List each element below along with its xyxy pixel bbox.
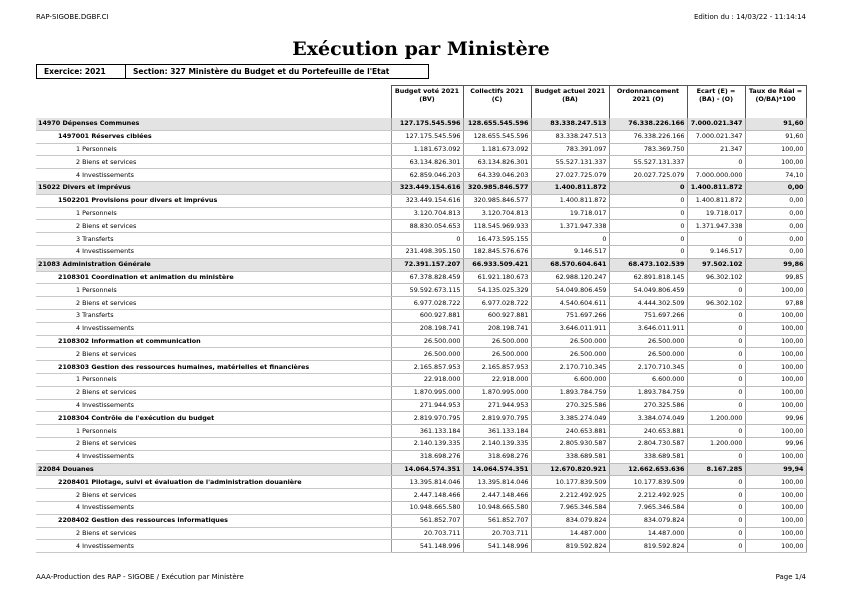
cell-budget-vote: 63.134.826.301 bbox=[391, 156, 463, 169]
cell-taux-real: 100,00 bbox=[745, 399, 806, 412]
action-row bbox=[36, 130, 806, 143]
cell-budget-vote: 13.395.814.046 bbox=[391, 476, 463, 489]
nature-row bbox=[36, 233, 806, 246]
cell-ecart: 96.302.102 bbox=[687, 271, 745, 284]
cell-collectifs: 1.181.673.092 bbox=[463, 143, 531, 156]
cell-ordonnancement: 2.212.492.925 bbox=[609, 489, 687, 502]
cell-taux-real: 0,00 bbox=[745, 207, 806, 220]
cell-collectifs: 1.870.995.000 bbox=[463, 386, 531, 399]
cell-ecart: 0 bbox=[687, 322, 745, 335]
cell-budget-vote: 67.378.828.459 bbox=[391, 271, 463, 284]
cell-budget-vote: 14.064.574.351 bbox=[391, 463, 463, 476]
cell-ecart: 0 bbox=[687, 489, 745, 502]
report-source: RAP-SIGOBE.DGBF.CI bbox=[36, 13, 109, 21]
cell-ecart: 7.000.021.347 bbox=[687, 118, 745, 130]
cell-budget-actuel: 2.805.930.587 bbox=[531, 437, 609, 450]
cell-taux-real: 99,86 bbox=[745, 258, 806, 271]
cell-taux-real: 100,00 bbox=[745, 361, 806, 374]
nature-row bbox=[36, 540, 806, 553]
cell-budget-actuel: 62.988.120.247 bbox=[531, 271, 609, 284]
cell-collectifs: 541.148.996 bbox=[463, 540, 531, 553]
row-label: 2108301 Coordination et animation du ministère bbox=[36, 271, 391, 284]
cell-ecart: 0 bbox=[687, 361, 745, 374]
execution-table bbox=[36, 85, 807, 553]
cell-budget-vote: 6.977.028.722 bbox=[391, 297, 463, 310]
table-header-row bbox=[36, 86, 806, 119]
cell-collectifs: 64.339.046.203 bbox=[463, 169, 531, 182]
program-row bbox=[36, 258, 806, 271]
cell-budget-actuel: 240.653.881 bbox=[531, 425, 609, 438]
cell-taux-real: 100,00 bbox=[745, 476, 806, 489]
cell-taux-real: 99,96 bbox=[745, 412, 806, 425]
row-label: 21083 Administration Générale bbox=[36, 258, 391, 271]
cell-ecart: 0 bbox=[687, 540, 745, 553]
row-label: 1502201 Provisions pour divers et imprévus bbox=[36, 194, 391, 207]
row-label: 2 Biens et services bbox=[36, 156, 391, 169]
cell-ordonnancement: 12.662.653.636 bbox=[609, 463, 687, 476]
cell-taux-real: 100,00 bbox=[745, 373, 806, 386]
cell-budget-vote: 208.198.741 bbox=[391, 322, 463, 335]
cell-taux-real: 100,00 bbox=[745, 450, 806, 463]
cell-budget-vote: 26.500.000 bbox=[391, 335, 463, 348]
cell-taux-real: 99,96 bbox=[745, 437, 806, 450]
cell-collectifs: 13.395.814.046 bbox=[463, 476, 531, 489]
cell-budget-vote: 22.918.000 bbox=[391, 373, 463, 386]
cell-collectifs: 320.985.846.577 bbox=[463, 181, 531, 194]
cell-ecart: 97.502.102 bbox=[687, 258, 745, 271]
exercice-label: Exercice: 2021 bbox=[37, 65, 126, 78]
action-row bbox=[36, 271, 806, 284]
cell-ecart: 0 bbox=[687, 399, 745, 412]
cell-budget-actuel: 10.177.839.509 bbox=[531, 476, 609, 489]
row-label: 22084 Douanes bbox=[36, 463, 391, 476]
cell-ecart: 1.200.000 bbox=[687, 437, 745, 450]
cell-budget-vote: 10.948.665.580 bbox=[391, 501, 463, 514]
cell-budget-actuel: 26.500.000 bbox=[531, 348, 609, 361]
cell-ordonnancement: 55.527.131.337 bbox=[609, 156, 687, 169]
row-label: 2208401 Pilotage, suivi et évaluation de l'administration douanière bbox=[36, 476, 391, 489]
cell-ecart: 0 bbox=[687, 450, 745, 463]
cell-collectifs: 63.134.826.301 bbox=[463, 156, 531, 169]
row-label: 2108303 Gestion des ressources humaines, matérielles et financières bbox=[36, 361, 391, 374]
cell-ecart: 0 bbox=[687, 501, 745, 514]
nature-row bbox=[36, 207, 806, 220]
cell-taux-real: 100,00 bbox=[745, 348, 806, 361]
cell-collectifs: 2.165.857.953 bbox=[463, 361, 531, 374]
cell-ordonnancement: 54.049.806.459 bbox=[609, 284, 687, 297]
cell-ecart: 0 bbox=[687, 284, 745, 297]
cell-taux-real: 0,00 bbox=[745, 220, 806, 233]
nature-row bbox=[36, 220, 806, 233]
cell-ordonnancement: 834.079.824 bbox=[609, 514, 687, 527]
cell-collectifs: 182.845.576.676 bbox=[463, 245, 531, 258]
cell-budget-actuel: 83.338.247.513 bbox=[531, 130, 609, 143]
nature-row bbox=[36, 309, 806, 322]
nature-row bbox=[36, 245, 806, 258]
cell-ordonnancement: 270.325.586 bbox=[609, 399, 687, 412]
cell-taux-real: 91,60 bbox=[745, 118, 806, 130]
cell-ordonnancement: 2.170.710.345 bbox=[609, 361, 687, 374]
cell-ecart: 0 bbox=[687, 309, 745, 322]
row-label: 4 Investissements bbox=[36, 245, 391, 258]
program-row bbox=[36, 463, 806, 476]
cell-ordonnancement: 62.891.818.145 bbox=[609, 271, 687, 284]
cell-budget-vote: 88.830.054.653 bbox=[391, 220, 463, 233]
nature-row bbox=[36, 399, 806, 412]
cell-taux-real: 97,88 bbox=[745, 297, 806, 310]
cell-budget-actuel: 834.079.824 bbox=[531, 514, 609, 527]
cell-budget-vote: 62.859.046.203 bbox=[391, 169, 463, 182]
row-label: 2 Biens et services bbox=[36, 489, 391, 502]
cell-budget-actuel: 2.212.492.925 bbox=[531, 489, 609, 502]
cell-ordonnancement: 20.027.725.079 bbox=[609, 169, 687, 182]
cell-ecart: 0 bbox=[687, 335, 745, 348]
nature-row bbox=[36, 450, 806, 463]
cell-taux-real: 100,00 bbox=[745, 386, 806, 399]
row-label: 3 Transferts bbox=[36, 309, 391, 322]
cell-ordonnancement: 240.653.881 bbox=[609, 425, 687, 438]
cell-collectifs: 561.852.707 bbox=[463, 514, 531, 527]
page-number: Page 1/4 bbox=[775, 573, 806, 581]
cell-ecart: 7.000.021.347 bbox=[687, 130, 745, 143]
cell-budget-actuel: 4.540.604.611 bbox=[531, 297, 609, 310]
cell-collectifs: 3.120.704.813 bbox=[463, 207, 531, 220]
cell-budget-actuel: 83.338.247.513 bbox=[531, 118, 609, 130]
row-label: 2108304 Contrôle de l'exécution du budget bbox=[36, 412, 391, 425]
cell-taux-real: 100,00 bbox=[745, 489, 806, 502]
cell-taux-real: 100,00 bbox=[745, 540, 806, 553]
cell-taux-real: 100,00 bbox=[745, 322, 806, 335]
cell-budget-vote: 318.698.276 bbox=[391, 450, 463, 463]
table-body bbox=[36, 118, 806, 553]
row-label: 4 Investissements bbox=[36, 450, 391, 463]
nature-row bbox=[36, 143, 806, 156]
cell-budget-vote: 600.927.881 bbox=[391, 309, 463, 322]
row-label: 2 Biens et services bbox=[36, 348, 391, 361]
cell-budget-vote: 127.175.545.596 bbox=[391, 118, 463, 130]
cell-collectifs: 66.933.509.421 bbox=[463, 258, 531, 271]
cell-collectifs: 600.927.881 bbox=[463, 309, 531, 322]
col-header-ecart: Ecart (E) = (BA) - (O) bbox=[687, 86, 745, 119]
row-label: 4 Investissements bbox=[36, 540, 391, 553]
cell-taux-real: 0,00 bbox=[745, 233, 806, 246]
action-row bbox=[36, 194, 806, 207]
cell-taux-real: 100,00 bbox=[745, 156, 806, 169]
action-row bbox=[36, 514, 806, 527]
cell-ecart: 1.200.000 bbox=[687, 412, 745, 425]
cell-collectifs: 6.977.028.722 bbox=[463, 297, 531, 310]
cell-budget-vote: 2.819.970.795 bbox=[391, 412, 463, 425]
row-label: 4 Investissements bbox=[36, 501, 391, 514]
nature-row bbox=[36, 156, 806, 169]
cell-budget-vote: 20.703.711 bbox=[391, 527, 463, 540]
cell-budget-vote: 231.498.395.150 bbox=[391, 245, 463, 258]
cell-ecart: 0 bbox=[687, 527, 745, 540]
cell-collectifs: 14.064.574.351 bbox=[463, 463, 531, 476]
cell-collectifs: 361.133.184 bbox=[463, 425, 531, 438]
cell-taux-real: 0,00 bbox=[745, 245, 806, 258]
cell-budget-vote: 561.852.707 bbox=[391, 514, 463, 527]
cell-budget-actuel: 1.400.811.872 bbox=[531, 194, 609, 207]
cell-ordonnancement: 10.177.839.509 bbox=[609, 476, 687, 489]
cell-taux-real: 74,10 bbox=[745, 169, 806, 182]
nature-row bbox=[36, 527, 806, 540]
row-label: 1497001 Réserves ciblées bbox=[36, 130, 391, 143]
col-header-collectifs: Collectifs 2021 (C) bbox=[463, 86, 531, 119]
cell-budget-vote: 323.449.154.616 bbox=[391, 194, 463, 207]
row-label: 3 Transferts bbox=[36, 233, 391, 246]
cell-ordonnancement: 0 bbox=[609, 245, 687, 258]
cell-budget-actuel: 19.718.017 bbox=[531, 207, 609, 220]
cell-taux-real: 100,00 bbox=[745, 284, 806, 297]
cell-ordonnancement: 7.965.346.584 bbox=[609, 501, 687, 514]
cell-ecart: 21.347 bbox=[687, 143, 745, 156]
cell-ordonnancement: 68.473.102.539 bbox=[609, 258, 687, 271]
col-header-ordonnancement: Ordonnancement 2021 (O) bbox=[609, 86, 687, 119]
cell-budget-vote: 2.165.857.953 bbox=[391, 361, 463, 374]
cell-ordonnancement: 819.592.824 bbox=[609, 540, 687, 553]
cell-ordonnancement: 26.500.000 bbox=[609, 348, 687, 361]
cell-budget-actuel: 1.371.947.338 bbox=[531, 220, 609, 233]
cell-budget-vote: 127.175.545.596 bbox=[391, 130, 463, 143]
cell-budget-actuel: 6.600.000 bbox=[531, 373, 609, 386]
cell-budget-vote: 59.592.673.115 bbox=[391, 284, 463, 297]
cell-taux-real: 100,00 bbox=[745, 143, 806, 156]
cell-ecart: 9.146.517 bbox=[687, 245, 745, 258]
nature-row bbox=[36, 322, 806, 335]
cell-budget-vote: 3.120.704.813 bbox=[391, 207, 463, 220]
cell-collectifs: 26.500.000 bbox=[463, 348, 531, 361]
row-label: 1 Personnels bbox=[36, 143, 391, 156]
action-row bbox=[36, 412, 806, 425]
cell-collectifs: 128.655.545.596 bbox=[463, 118, 531, 130]
cell-budget-vote: 26.500.000 bbox=[391, 348, 463, 361]
cell-ecart: 0 bbox=[687, 425, 745, 438]
cell-ecart: 7.000.000.000 bbox=[687, 169, 745, 182]
cell-ecart: 0 bbox=[687, 348, 745, 361]
col-header-budget-actuel: Budget actuel 2021 (BA) bbox=[531, 86, 609, 119]
cell-budget-vote: 361.133.184 bbox=[391, 425, 463, 438]
cell-collectifs: 2.447.148.466 bbox=[463, 489, 531, 502]
cell-collectifs: 61.921.180.673 bbox=[463, 271, 531, 284]
cell-ecart: 1.400.811.872 bbox=[687, 181, 745, 194]
edition-date: Edition du : 14/03/22 - 11:14:14 bbox=[694, 13, 806, 21]
col-header-taux-real: Taux de Réal = (O/BA)*100 bbox=[745, 86, 806, 119]
cell-collectifs: 318.698.276 bbox=[463, 450, 531, 463]
cell-ordonnancement: 3.646.011.911 bbox=[609, 322, 687, 335]
cell-taux-real: 100,00 bbox=[745, 501, 806, 514]
nature-row bbox=[36, 501, 806, 514]
cell-taux-real: 100,00 bbox=[745, 514, 806, 527]
cell-budget-actuel: 3.646.011.911 bbox=[531, 322, 609, 335]
cell-budget-vote: 541.148.996 bbox=[391, 540, 463, 553]
cell-budget-actuel: 55.527.131.337 bbox=[531, 156, 609, 169]
cell-ecart: 0 bbox=[687, 476, 745, 489]
row-label: 2108302 Information et communication bbox=[36, 335, 391, 348]
program-row bbox=[36, 181, 806, 194]
cell-ecart: 8.167.285 bbox=[687, 463, 745, 476]
cell-budget-actuel: 751.697.266 bbox=[531, 309, 609, 322]
cell-taux-real: 99,85 bbox=[745, 271, 806, 284]
cell-ordonnancement: 0 bbox=[609, 181, 687, 194]
row-label: 2 Biens et services bbox=[36, 220, 391, 233]
cell-ordonnancement: 26.500.000 bbox=[609, 335, 687, 348]
cell-budget-actuel: 7.965.346.584 bbox=[531, 501, 609, 514]
cell-ecart: 0 bbox=[687, 514, 745, 527]
row-label: 2 Biens et services bbox=[36, 386, 391, 399]
cell-budget-vote: 72.391.157.207 bbox=[391, 258, 463, 271]
cell-ecart: 1.400.811.872 bbox=[687, 194, 745, 207]
action-row bbox=[36, 476, 806, 489]
cell-budget-actuel: 0 bbox=[531, 233, 609, 246]
row-label: 1 Personnels bbox=[36, 207, 391, 220]
cell-taux-real: 100,00 bbox=[745, 425, 806, 438]
cell-budget-vote: 323.449.154.616 bbox=[391, 181, 463, 194]
cell-budget-vote: 271.944.953 bbox=[391, 399, 463, 412]
page-title: Exécution par Ministère bbox=[292, 38, 550, 60]
cell-ordonnancement: 6.600.000 bbox=[609, 373, 687, 386]
nature-row bbox=[36, 437, 806, 450]
cell-budget-actuel: 3.385.274.049 bbox=[531, 412, 609, 425]
row-label: 2 Biens et services bbox=[36, 527, 391, 540]
cell-budget-actuel: 2.170.710.345 bbox=[531, 361, 609, 374]
program-row bbox=[36, 118, 806, 130]
cell-taux-real: 0,00 bbox=[745, 181, 806, 194]
cell-budget-actuel: 26.500.000 bbox=[531, 335, 609, 348]
cell-budget-actuel: 1.893.784.759 bbox=[531, 386, 609, 399]
row-label: 4 Investissements bbox=[36, 399, 391, 412]
cell-ecart: 19.718.017 bbox=[687, 207, 745, 220]
cell-ordonnancement: 783.369.750 bbox=[609, 143, 687, 156]
row-label: 4 Investissements bbox=[36, 169, 391, 182]
row-label: 1 Personnels bbox=[36, 284, 391, 297]
cell-taux-real: 0,00 bbox=[745, 194, 806, 207]
cell-taux-real: 99,94 bbox=[745, 463, 806, 476]
col-header-budget-vote: Budget voté 2021 (BV) bbox=[391, 86, 463, 119]
section-label: Section: 327 Ministère du Budget et du Portefeuille de l'Etat bbox=[133, 67, 390, 76]
nature-row bbox=[36, 169, 806, 182]
row-label: 2 Biens et services bbox=[36, 297, 391, 310]
cell-budget-vote: 1.181.673.092 bbox=[391, 143, 463, 156]
nature-row bbox=[36, 297, 806, 310]
cell-taux-real: 100,00 bbox=[745, 309, 806, 322]
cell-taux-real: 91,60 bbox=[745, 130, 806, 143]
cell-collectifs: 2.819.970.795 bbox=[463, 412, 531, 425]
cell-ordonnancement: 0 bbox=[609, 220, 687, 233]
nature-row bbox=[36, 373, 806, 386]
cell-collectifs: 16.473.595.155 bbox=[463, 233, 531, 246]
nature-row bbox=[36, 348, 806, 361]
cell-collectifs: 26.500.000 bbox=[463, 335, 531, 348]
cell-ordonnancement: 76.338.226.166 bbox=[609, 118, 687, 130]
cell-budget-vote: 2.447.148.466 bbox=[391, 489, 463, 502]
cell-ecart: 0 bbox=[687, 156, 745, 169]
cell-budget-actuel: 338.689.581 bbox=[531, 450, 609, 463]
row-label: 15022 Divers et imprévus bbox=[36, 181, 391, 194]
cell-collectifs: 320.985.846.577 bbox=[463, 194, 531, 207]
cell-collectifs: 54.135.025.329 bbox=[463, 284, 531, 297]
footer-source: AAA-Production des RAP - SIGOBE / Exécution par Ministère bbox=[36, 573, 244, 581]
row-label: 1 Personnels bbox=[36, 373, 391, 386]
nature-row bbox=[36, 425, 806, 438]
cell-ecart: 0 bbox=[687, 233, 745, 246]
cell-taux-real: 100,00 bbox=[745, 335, 806, 348]
cell-collectifs: 271.944.953 bbox=[463, 399, 531, 412]
cell-budget-actuel: 270.325.586 bbox=[531, 399, 609, 412]
row-label: 2208402 Gestion des ressources informatiques bbox=[36, 514, 391, 527]
cell-budget-actuel: 12.670.820.921 bbox=[531, 463, 609, 476]
action-row bbox=[36, 361, 806, 374]
cell-ordonnancement: 3.384.074.049 bbox=[609, 412, 687, 425]
report-info-box bbox=[36, 64, 429, 79]
cell-budget-vote: 2.140.139.335 bbox=[391, 437, 463, 450]
cell-ordonnancement: 0 bbox=[609, 233, 687, 246]
cell-ordonnancement: 0 bbox=[609, 194, 687, 207]
cell-collectifs: 22.918.000 bbox=[463, 373, 531, 386]
cell-ordonnancement: 2.804.730.587 bbox=[609, 437, 687, 450]
cell-collectifs: 2.140.139.335 bbox=[463, 437, 531, 450]
nature-row bbox=[36, 284, 806, 297]
cell-budget-actuel: 9.146.517 bbox=[531, 245, 609, 258]
cell-ordonnancement: 338.689.581 bbox=[609, 450, 687, 463]
cell-collectifs: 20.703.711 bbox=[463, 527, 531, 540]
cell-budget-vote: 0 bbox=[391, 233, 463, 246]
action-row bbox=[36, 335, 806, 348]
header-label-blank bbox=[36, 86, 391, 119]
cell-ecart: 0 bbox=[687, 386, 745, 399]
cell-taux-real: 100,00 bbox=[745, 527, 806, 540]
cell-ordonnancement: 4.444.302.509 bbox=[609, 297, 687, 310]
row-label: 14970 Dépenses Communes bbox=[36, 118, 391, 130]
cell-budget-actuel: 1.400.811.872 bbox=[531, 181, 609, 194]
cell-ecart: 0 bbox=[687, 373, 745, 386]
cell-collectifs: 118.545.969.933 bbox=[463, 220, 531, 233]
cell-budget-actuel: 68.570.604.641 bbox=[531, 258, 609, 271]
cell-ordonnancement: 0 bbox=[609, 207, 687, 220]
cell-ecart: 1.371.947.338 bbox=[687, 220, 745, 233]
cell-collectifs: 208.198.741 bbox=[463, 322, 531, 335]
cell-budget-actuel: 54.049.806.459 bbox=[531, 284, 609, 297]
nature-row bbox=[36, 489, 806, 502]
cell-budget-actuel: 14.487.000 bbox=[531, 527, 609, 540]
cell-ordonnancement: 76.338.226.166 bbox=[609, 130, 687, 143]
cell-collectifs: 128.655.545.596 bbox=[463, 130, 531, 143]
row-label: 4 Investissements bbox=[36, 322, 391, 335]
cell-budget-actuel: 819.592.824 bbox=[531, 540, 609, 553]
row-label: 2 Biens et services bbox=[36, 437, 391, 450]
nature-row bbox=[36, 386, 806, 399]
cell-ordonnancement: 14.487.000 bbox=[609, 527, 687, 540]
cell-budget-actuel: 27.027.725.079 bbox=[531, 169, 609, 182]
cell-budget-actuel: 783.391.097 bbox=[531, 143, 609, 156]
cell-ordonnancement: 751.697.266 bbox=[609, 309, 687, 322]
cell-collectifs: 10.948.665.580 bbox=[463, 501, 531, 514]
cell-ecart: 96.302.102 bbox=[687, 297, 745, 310]
cell-ordonnancement: 1.893.784.759 bbox=[609, 386, 687, 399]
cell-budget-vote: 1.870.995.000 bbox=[391, 386, 463, 399]
row-label: 1 Personnels bbox=[36, 425, 391, 438]
